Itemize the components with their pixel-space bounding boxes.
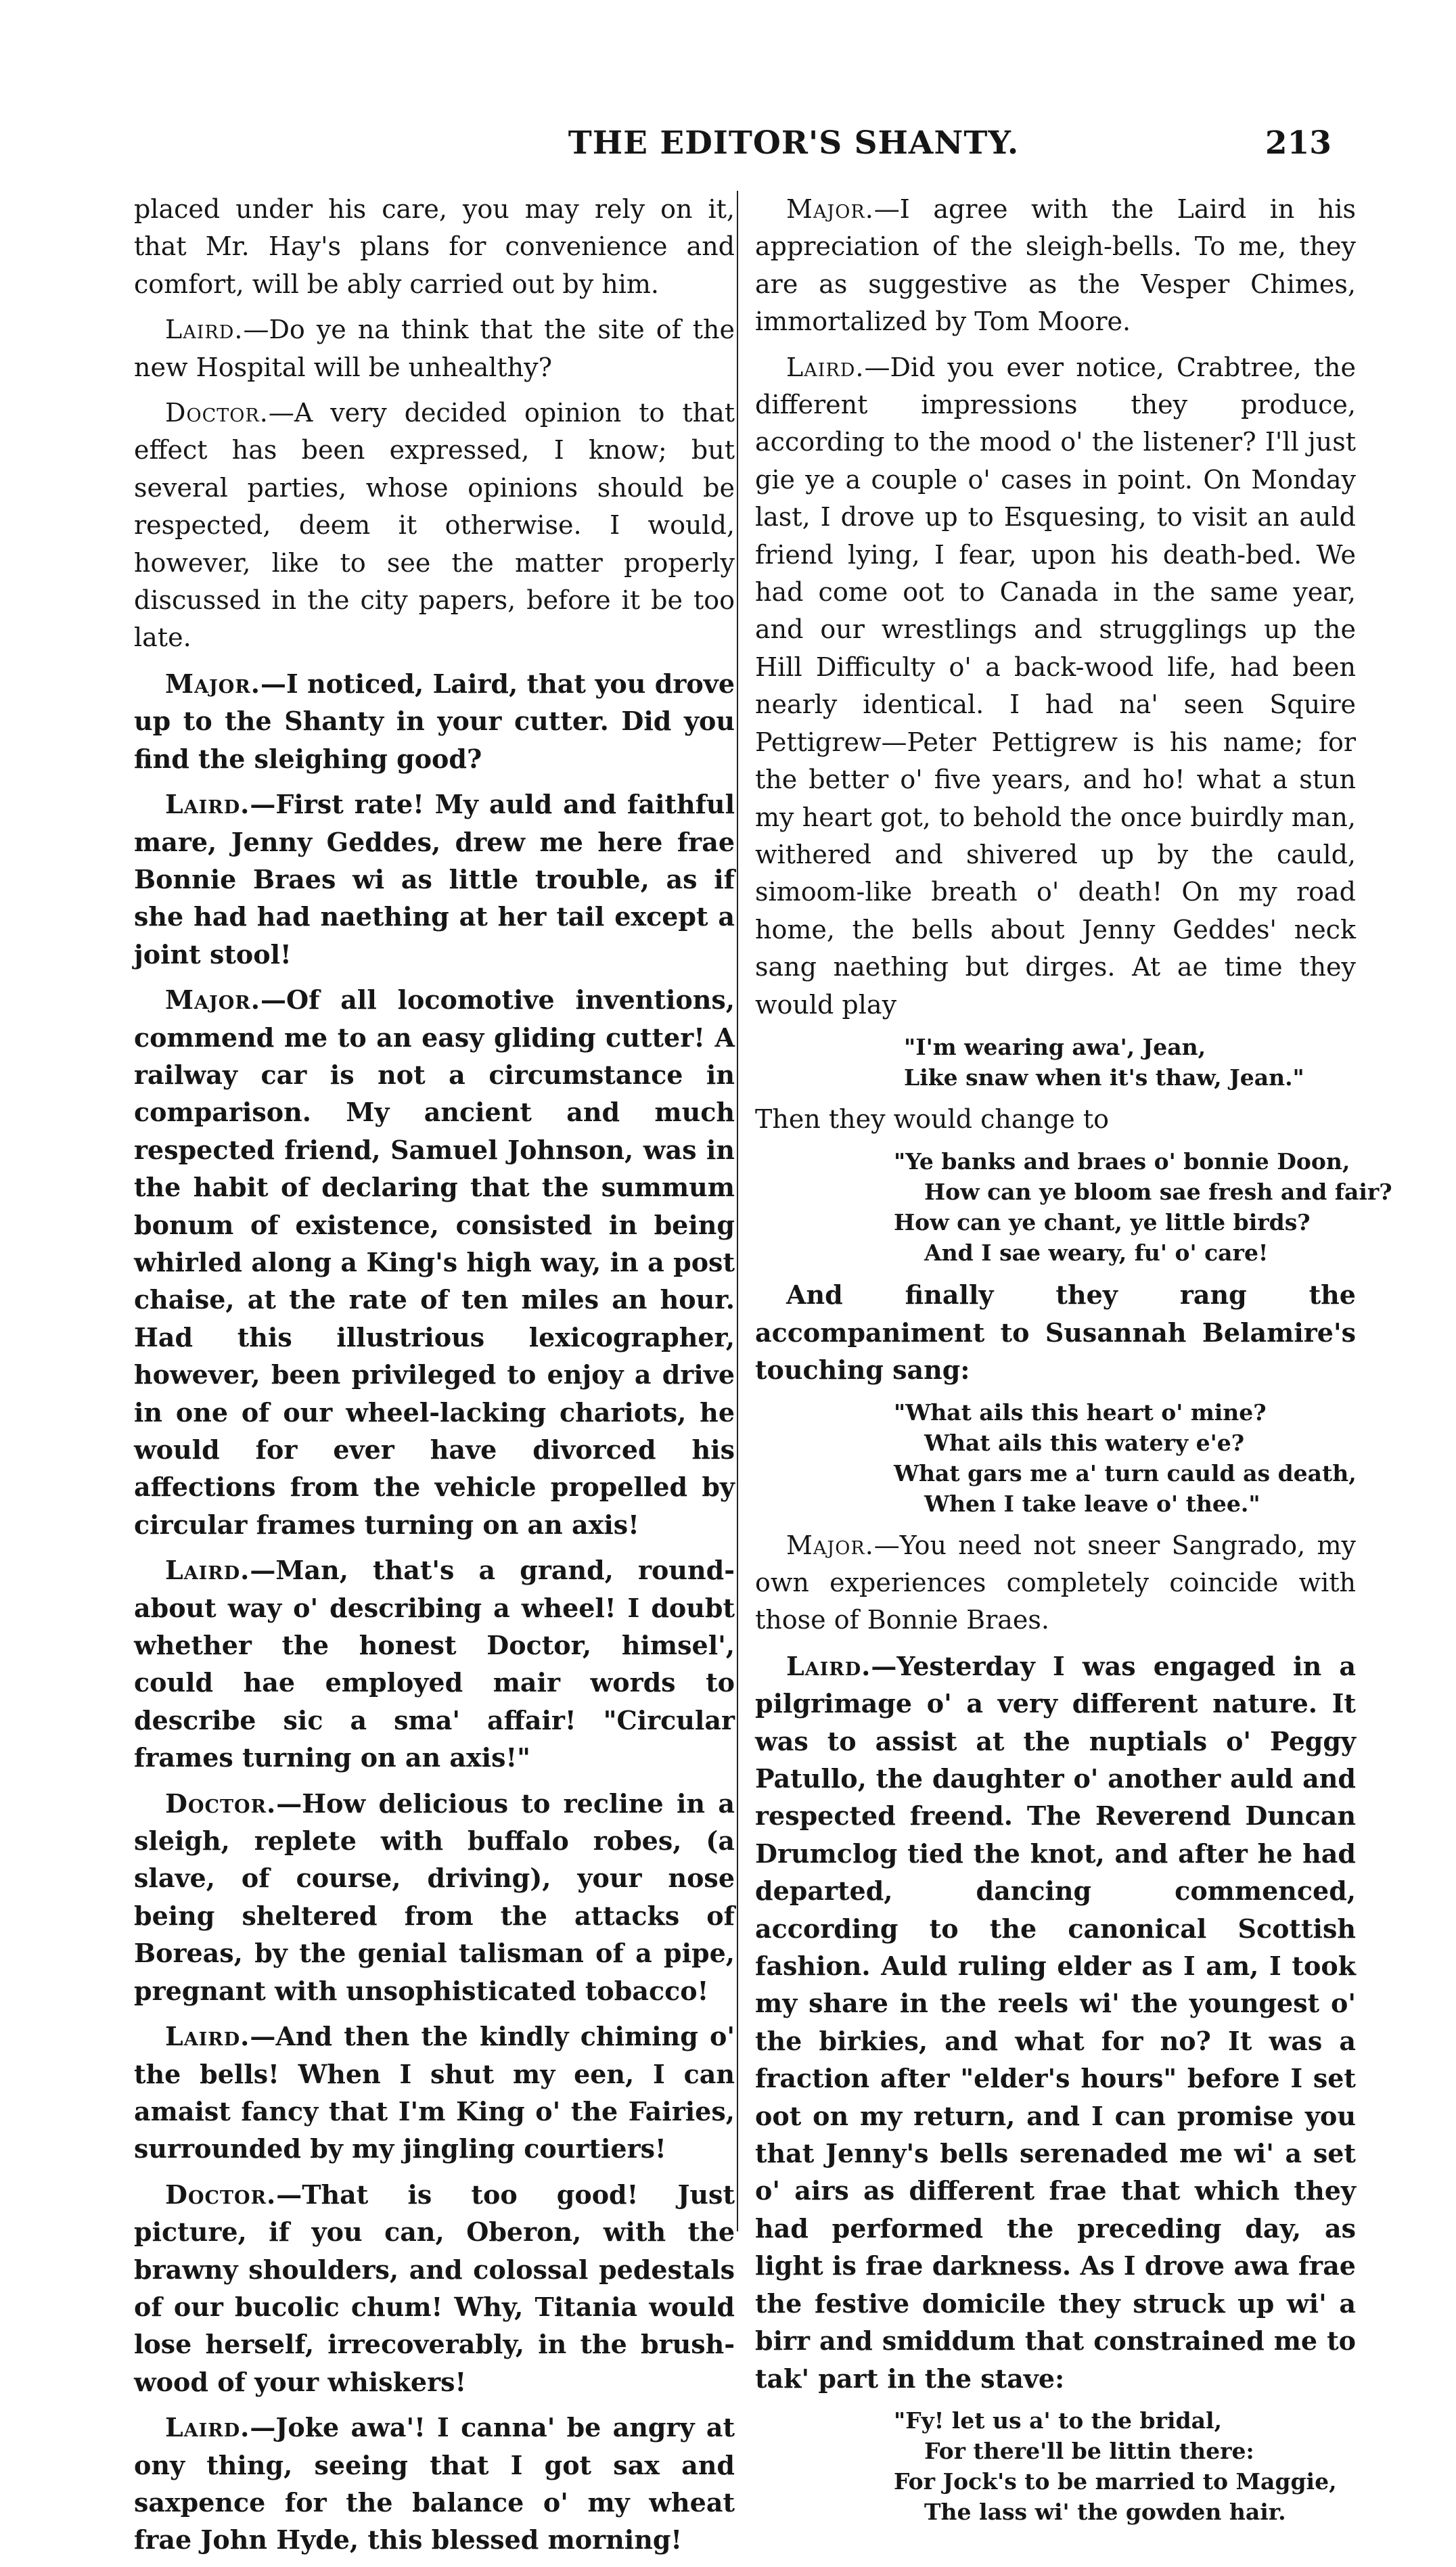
paragraph: [134, 981, 735, 1543]
paragraph-text: placed under his care, you may rely on it, that Mr. Hay's plans for convenience and comfort, will be ably carried out by him.: [134, 194, 735, 299]
speaker-name: Major.: [786, 1530, 874, 1560]
verse-quote: [755, 1146, 1392, 1268]
paragraph-text: And finally they rang the accompaniment to Susannah Belamire's touching sang:: [755, 1279, 1356, 1386]
paragraph: [134, 786, 735, 973]
page-number: 213: [1265, 124, 1332, 162]
paragraph: [755, 1101, 1356, 1138]
paragraph: [134, 191, 735, 303]
verse-line: The lass wi' the gowden hair.: [924, 2498, 1286, 2525]
verse-quote: [755, 1397, 1356, 1519]
column-divider: [737, 191, 738, 2231]
paragraph-text: —Joke awa'! I canna' be angry at ony thing, seeing that I got sax and saxpence for the balance o' my wheat frae John Hyde, this blessed morning!: [134, 2412, 735, 2555]
speaker-name: Laird.: [786, 352, 865, 382]
speaker-name: Major.: [786, 194, 874, 224]
verse-quote: [755, 2405, 1356, 2527]
speaker-name: Major.: [165, 984, 260, 1016]
verse-line: What ails this watery e'e?: [924, 1429, 1245, 1456]
verse-quote: [755, 1032, 1356, 1093]
paragraph-text: —Of all locomotive inventions, commend me to an easy gliding cutter! A railway car is not a circumstance in comparison. My ancient and much respected friend, Samuel Johnson, was in the habit of declaring that the summum bonum of existence, consisted in being whirled along a King's high way, in a post chaise, at the rate of ten miles an hour. Had this illustrious lexicographer, however, been privileged to enjoy a drive in one of our wheel-lacking chariots, he would for ever have divorced his affections from the vehicle propelled by circular frames turning on an axis!: [134, 984, 735, 1540]
paragraph-text: —You need not sneer Sangrado, my own experiences completely coincide with those of Bonnie Braes.: [755, 1530, 1356, 1635]
verse-line: "What ails this heart o' mine?: [894, 1399, 1267, 1426]
paragraph: [755, 1648, 1356, 2397]
paragraph: [134, 394, 735, 657]
paragraph: [134, 2176, 735, 2401]
paragraph: [134, 2018, 735, 2168]
verse-line: "Ye banks and braes o' bonnie Doon,: [894, 1148, 1350, 1175]
verse-line: How can ye chant, ye little birds?: [894, 1209, 1311, 1236]
speaker-name: Doctor.: [165, 398, 269, 428]
verse-line: When I take leave o' thee.": [924, 1490, 1260, 1517]
right-column: [755, 191, 1392, 2535]
speaker-name: Laird.: [165, 315, 244, 345]
verse-line: Like snaw when it's thaw, Jean.": [904, 1064, 1304, 1091]
paragraph: [134, 1551, 735, 1776]
paragraph-text: —Man, that's a grand, round-about way o' describing a wheel! I doubt whether the honest Doctor, himsel', could hae employed mair words to describe sic a sma' affair! "Circular frames turning on an axis!": [134, 1555, 735, 1773]
verse-line: And I sae weary, fu' o' care!: [924, 1240, 1269, 1267]
paragraph-text: —I agree with the Laird in his appreciation of the sleigh-bells. To me, they are as suggestive as the Vesper Chimes, immortalized by Tom Moore.: [755, 194, 1356, 337]
speaker-name: Major.: [165, 668, 260, 699]
paragraph-text: Then they would change to: [755, 1104, 1110, 1134]
verse-line: "I'm wearing awa', Jean,: [904, 1033, 1206, 1060]
paragraph: [134, 665, 735, 777]
verse-line: How can ye bloom sae fresh and fair?: [924, 1179, 1392, 1206]
running-title: THE EDITOR'S SHANTY.: [568, 124, 1020, 162]
paragraph: [134, 2409, 735, 2559]
verse-line: For Jock's to be married to Maggie,: [894, 2468, 1337, 2495]
verse-line: "Fy! let us a' to the bridal,: [894, 2407, 1223, 2434]
paragraph-text: —Do ye na think that the site of the new Hospital will be unhealthy?: [134, 315, 735, 382]
paragraph-text: —And then the kindly chiming o' the bells! When I shut my een, I can amaist fancy that I'm King o' the Fairies, surrounded by my jingling courtiers!: [134, 2021, 735, 2164]
paragraph-text: —I noticed, Laird, that you drove up to the Shanty in your cutter. Did you find the sleighing good?: [134, 668, 735, 774]
speaker-name: Laird.: [165, 1555, 250, 1586]
verse-line: For there'll be littin there:: [924, 2437, 1254, 2464]
paragraph-text: —How delicious to recline in a sleigh, replete with buffalo robes, (a slave, of course, driving), your nose being sheltered from the attacks of Boreas, by the genial talisman of a pipe, pregnant with unsophisticated tobacco!: [134, 1788, 735, 2006]
speaker-name: Laird.: [786, 1650, 871, 1681]
paragraph-text: —That is too good! Just picture, if you can, Oberon, with the brawny shoulders, and colossal pedestals of our bucolic chum! Why, Titania would lose herself, irrecoverably, in the brush-wood of your whiskers!: [134, 2179, 735, 2397]
left-column: [134, 191, 735, 2567]
speaker-name: Laird.: [165, 2021, 250, 2052]
paragraph: [755, 349, 1356, 1024]
paragraph: [134, 311, 735, 386]
verse-line: What gars me a' turn cauld as death,: [894, 1459, 1357, 1486]
speaker-name: Laird.: [165, 2412, 250, 2443]
paragraph-text: —First rate! My auld and faithful mare, Jenny Geddes, drew me here frae Bonnie Braes wi as little trouble, as if she had had naething at her tail except a joint stool!: [134, 789, 735, 970]
paragraph-text: —Did you ever notice, Crabtree, the different impressions they produce, according to the mood o' the listener? I'll just gie ye a couple o' cases in point. On Monday last, I drove up to Esquesing, to visit an auld friend lying, I fear, upon his death-bed. We had come oot to Canada in the same year, and our wrestlings and strugglings up the Hill Difficulty o' a back-wood life, had been nearly identical. I had na' seen Squire Pettigrew—Peter Pettigrew is his name; for the better o' five years, and ho! what a stun my heart got, to behold the once buirdly man, withered and shivered up by the cauld, simoom-like breath o' death! On my road home, the bells about Jenny Geddes' neck sang naething but dirges. At ae time they would play: [755, 352, 1356, 1020]
paragraph-text: —Yesterday I was engaged in a pilgrimage o' a very different nature. It was to assist at the nuptials o' Peggy Patullo, the daughter o' another auld and respected freend. The Reverend Duncan Drumclog tied the knot, and after he had departed, dancing commenced, according to the canonical Scottish fashion. Auld ruling elder as I am, I took my share in the reels wi' the youngest o' the birkies, and what for no? It was a fraction after "elder's hours" before I set oot on my return, and I can promise you that Jenny's bells serenaded me wi' a set o' airs as different frae that which they had performed the preceding day, as light is frae darkness. As I drove awa frae the festive domicile they struck up wi' a birr and smiddum that constrained me to tak' part in the stave:: [755, 1650, 1356, 2394]
page-header: [134, 124, 1332, 172]
paragraph: [755, 1276, 1356, 1388]
speaker-name: Doctor.: [165, 1788, 277, 1819]
paragraph-text: —A very decided opinion to that effect has been expressed, I know; but several parties, whose opinions should be respected, deem it otherwise. I would, however, like to see the matter properly discussed in the city papers, before it be too late.: [134, 398, 735, 653]
speaker-name: Doctor.: [165, 2179, 277, 2210]
speaker-name: Laird.: [165, 789, 250, 820]
paragraph: [755, 1527, 1356, 1639]
paragraph: [134, 1785, 735, 2009]
paragraph: [755, 191, 1356, 341]
